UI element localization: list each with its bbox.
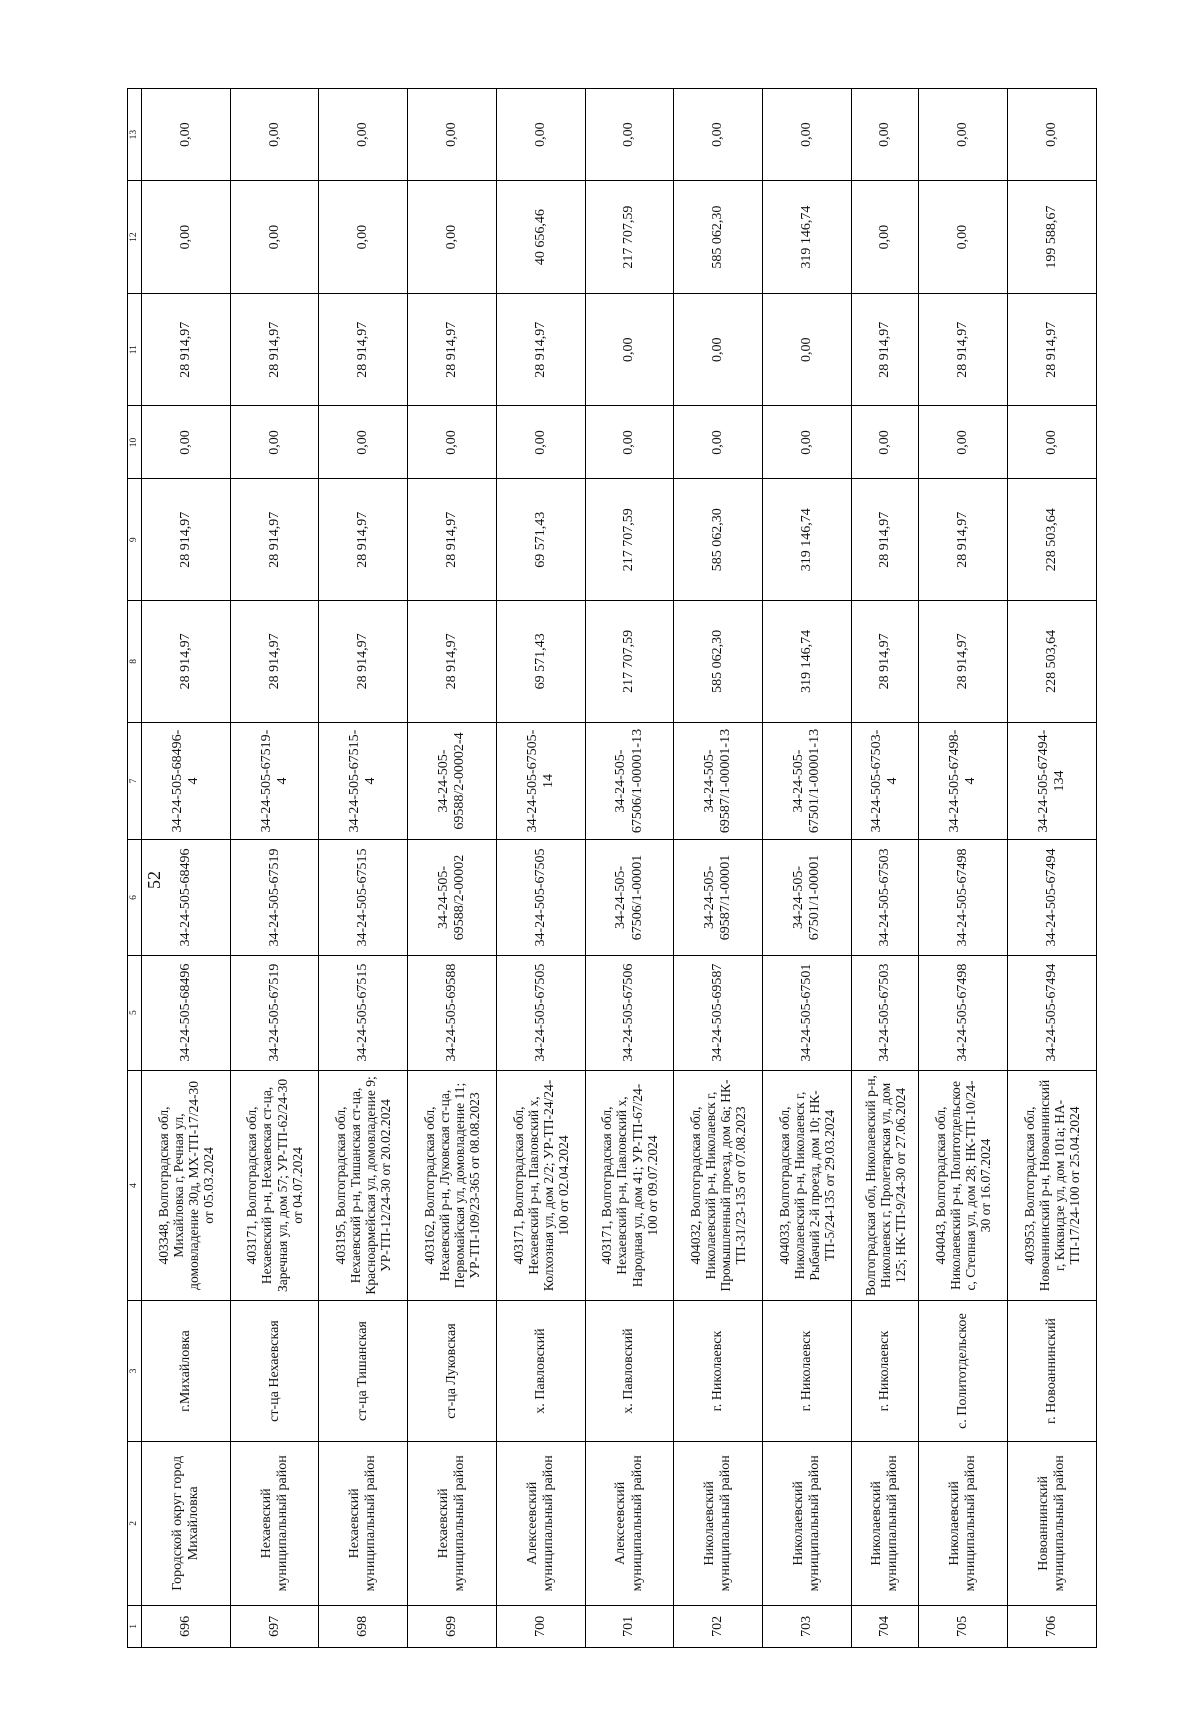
cell-object-code: 34-24-505-69588/2-00002 [408, 840, 497, 955]
cell-municipality: Городской округ город Михайловка [142, 1441, 231, 1605]
cell-amount-col-12: 0,00 [142, 181, 231, 294]
column-number-10: 10 [128, 406, 142, 479]
table-row [763, 89, 852, 1648]
cell-amount-col-9: 217 707,59 [585, 479, 674, 601]
cell-object-code: 34-24-505-69587/1-00001 [674, 840, 763, 955]
cell-amount-col-12: 319 146,74 [763, 181, 852, 294]
column-number-9: 9 [128, 479, 142, 601]
cell-object-code: 34-24-505-67498 [919, 840, 1008, 955]
table-row [496, 89, 585, 1648]
cell-item-code: 34-24-505-67498-4 [919, 722, 1008, 840]
cell-cadastral-code: 34-24-505-69587 [674, 955, 763, 1070]
cell-address-and-contract: 403171, Волгоградская обл, Нехаевский р-н, Павловский х, Колхозная ул, дом 2/2; УР-ТП-24/24-100 от 02.04.2024 [496, 1070, 585, 1300]
cell-amount-total: 28 914,97 [319, 601, 408, 723]
cell-amount-col-10: 0,00 [496, 406, 585, 479]
cell-settlement: ст-ца Нехаевская [230, 1301, 319, 1442]
cell-amount-col-12: 0,00 [851, 181, 919, 294]
cell-amount-col-9: 28 914,97 [230, 479, 319, 601]
cell-amount-col-11: 0,00 [763, 293, 852, 406]
cell-item-code: 34-24-505-67503-4 [851, 722, 919, 840]
cell-amount-col-9: 28 914,97 [319, 479, 408, 601]
cell-cadastral-code: 34-24-505-67519 [230, 955, 319, 1070]
cell-municipality: Нехаевский муниципальный район [319, 1441, 408, 1605]
cell-item-code: 34-24-505-67501/1-00001-13 [763, 722, 852, 840]
cell-amount-col-11: 28 914,97 [1008, 293, 1097, 406]
cell-amount-col-12: 0,00 [408, 181, 497, 294]
table-row [851, 89, 919, 1648]
column-number-row [128, 89, 142, 1648]
table-row [142, 89, 231, 1648]
cell-settlement: ст-ца Тишанская [319, 1301, 408, 1442]
cell-municipality: Нехаевский муниципальный район [230, 1441, 319, 1605]
cell-municipality: Алексеевский муниципальный район [585, 1441, 674, 1605]
cell-amount-col-9: 69 571,43 [496, 479, 585, 601]
cell-settlement: г. Николаевск [674, 1301, 763, 1442]
cell-object-code: 34-24-505-67505 [496, 840, 585, 955]
cell-settlement: ст-ца Луковская [408, 1301, 497, 1442]
cell-amount-col-12: 40 656,46 [496, 181, 585, 294]
cell-municipality: Нехаевский муниципальный район [408, 1441, 497, 1605]
cell-row-number: 699 [408, 1605, 497, 1647]
cell-row-number: 704 [851, 1605, 919, 1647]
cell-amount-col-12: 0,00 [230, 181, 319, 294]
cell-item-code: 34-24-505-69588/2-00002-4 [408, 722, 497, 840]
cell-settlement: г.Михайловка [142, 1301, 231, 1442]
cell-row-number: 705 [919, 1605, 1008, 1647]
cell-amount-col-10: 0,00 [230, 406, 319, 479]
cell-amount-col-13: 0,00 [319, 89, 408, 181]
column-number-1: 1 [128, 1605, 142, 1647]
cell-amount-col-11: 28 914,97 [496, 293, 585, 406]
cell-amount-col-11: 28 914,97 [319, 293, 408, 406]
cell-item-code: 34-24-505-67505-14 [496, 722, 585, 840]
cell-amount-total: 228 503,64 [1008, 601, 1097, 723]
cell-row-number: 702 [674, 1605, 763, 1647]
cell-row-number: 701 [585, 1605, 674, 1647]
cell-settlement: г. Николаевск [763, 1301, 852, 1442]
column-number-8: 8 [128, 601, 142, 723]
cell-address-and-contract: 403171, Волгоградская обл, Нехаевский р-н, Павловский х, Народная ул, дом 41; УР-ТП-67/24-100 от 09.07.2024 [585, 1070, 674, 1300]
column-number-11: 11 [128, 293, 142, 406]
cell-amount-col-13: 0,00 [674, 89, 763, 181]
cell-amount-total: 319 146,74 [763, 601, 852, 723]
cell-address-and-contract: 404043, Волгоградская обл, Николаевский р-н, Политотдельское с, Степная ул, дом 28; НК-ТП-10/24-30 от 16.07.2024 [919, 1070, 1008, 1300]
cell-municipality: Николаевский муниципальный район [851, 1441, 919, 1605]
column-number-4: 4 [128, 1070, 142, 1300]
cell-amount-col-10: 0,00 [1008, 406, 1097, 479]
column-number-5: 5 [128, 955, 142, 1070]
column-number-6: 6 [128, 840, 142, 955]
table-row [919, 89, 1008, 1648]
cell-amount-col-10: 0,00 [585, 406, 674, 479]
table-row [1008, 89, 1097, 1648]
cell-cadastral-code: 34-24-505-67501 [763, 955, 852, 1070]
cell-address-and-contract: Волгоградская обл, Николаевский р-н, Николаевск г, Пролетарская ул, дом 125; НК-ТП-9/24-30 от 27.06.2024 [851, 1070, 919, 1300]
cell-cadastral-code: 34-24-505-67503 [851, 955, 919, 1070]
cell-amount-total: 28 914,97 [142, 601, 231, 723]
cell-amount-col-13: 0,00 [763, 89, 852, 181]
cell-municipality: Николаевский муниципальный район [763, 1441, 852, 1605]
cell-amount-col-10: 0,00 [319, 406, 408, 479]
cell-amount-col-9: 28 914,97 [142, 479, 231, 601]
cell-amount-col-13: 0,00 [408, 89, 497, 181]
cell-amount-col-13: 0,00 [585, 89, 674, 181]
cell-item-code: 34-24-505-69587/1-00001-13 [674, 722, 763, 840]
page-number: 52 [144, 871, 164, 889]
cell-amount-total: 585 062,30 [674, 601, 763, 723]
cell-amount-col-12: 0,00 [319, 181, 408, 294]
cell-amount-total: 28 914,97 [919, 601, 1008, 723]
cell-settlement: г. Николаевск [851, 1301, 919, 1442]
cell-address-and-contract: 403162, Волгоградская обл, Нехаевский р-н, Луковская ст-ца, Первомайская ул, домовладение 11; УР-ТП-109/23-365 от 08.08.2023 [408, 1070, 497, 1300]
cell-row-number: 697 [230, 1605, 319, 1647]
cell-amount-col-13: 0,00 [851, 89, 919, 181]
cell-amount-col-13: 0,00 [142, 89, 231, 181]
cell-amount-total: 28 914,97 [230, 601, 319, 723]
cell-cadastral-code: 34-24-505-67498 [919, 955, 1008, 1070]
cell-amount-col-9: 319 146,74 [763, 479, 852, 601]
cell-amount-total: 69 571,43 [496, 601, 585, 723]
cell-settlement: х. Павловский [496, 1301, 585, 1442]
cell-amount-col-10: 0,00 [674, 406, 763, 479]
cell-amount-col-9: 228 503,64 [1008, 479, 1097, 601]
cell-object-code: 34-24-505-67503 [851, 840, 919, 955]
cell-amount-col-12: 199 588,67 [1008, 181, 1097, 294]
cell-amount-col-11: 28 914,97 [851, 293, 919, 406]
cell-amount-col-12: 0,00 [919, 181, 1008, 294]
cell-amount-col-13: 0,00 [230, 89, 319, 181]
cell-item-code: 34-24-505-67515-4 [319, 722, 408, 840]
cell-cadastral-code: 34-24-505-68496 [142, 955, 231, 1070]
cell-object-code: 34-24-505-67515 [319, 840, 408, 955]
cell-object-code: 34-24-505-68496 [142, 840, 231, 955]
cell-address-and-contract: 403195, Волгоградская обл, Нехаевский р-н, Тишанская ст-ца, Красноармейская ул, домовладение 9; УР-ТП-12/24-30 от 20.02.2024 [319, 1070, 408, 1300]
cell-address-and-contract: 403171, Волгоградская обл, Нехаевский р-н, Нехаевская ст-ца, Заречная ул, дом 57; УР-ТП-62/24-30 от 04.07.2024 [230, 1070, 319, 1300]
cell-cadastral-code: 34-24-505-67494 [1008, 955, 1097, 1070]
cell-amount-col-10: 0,00 [142, 406, 231, 479]
cell-municipality: Алексеевский муниципальный район [496, 1441, 585, 1605]
cell-amount-col-9: 28 914,97 [851, 479, 919, 601]
cell-amount-col-13: 0,00 [919, 89, 1008, 181]
column-number-7: 7 [128, 722, 142, 840]
table-row [230, 89, 319, 1648]
data-table [127, 88, 1097, 1648]
cell-amount-col-13: 0,00 [1008, 89, 1097, 181]
cell-settlement: х. Павловский [585, 1301, 674, 1442]
cell-row-number: 700 [496, 1605, 585, 1647]
cell-amount-col-10: 0,00 [919, 406, 1008, 479]
cell-amount-total: 28 914,97 [851, 601, 919, 723]
table-row [319, 89, 408, 1648]
cell-settlement: с. Политотдельское [919, 1301, 1008, 1442]
cell-amount-col-9: 28 914,97 [408, 479, 497, 601]
cell-amount-col-11: 28 914,97 [408, 293, 497, 406]
cell-address-and-contract: 403953, Волгоградская обл, Новоаннинский р-н, Новоаннинский г, Киквидзе ул, дом 101а; НА-ТП-17/24-100 от 25.04.2024 [1008, 1070, 1097, 1300]
cell-item-code: 34-24-505-67519-4 [230, 722, 319, 840]
cell-amount-col-11: 28 914,97 [142, 293, 231, 406]
cell-item-code: 34-24-505-67506/1-00001-13 [585, 722, 674, 840]
cell-amount-col-11: 0,00 [585, 293, 674, 406]
cell-amount-col-9: 585 062,30 [674, 479, 763, 601]
cell-amount-total: 217 707,59 [585, 601, 674, 723]
cell-amount-col-11: 0,00 [674, 293, 763, 406]
cell-object-code: 34-24-505-67494 [1008, 840, 1097, 955]
column-number-13: 13 [128, 89, 142, 181]
cell-row-number: 706 [1008, 1605, 1097, 1647]
cell-municipality: Новоаннинский муниципальный район [1008, 1441, 1097, 1605]
cell-municipality: Николаевский муниципальный район [674, 1441, 763, 1605]
cell-amount-col-11: 28 914,97 [230, 293, 319, 406]
cell-amount-col-9: 28 914,97 [919, 479, 1008, 601]
cell-amount-col-12: 217 707,59 [585, 181, 674, 294]
cell-amount-col-10: 0,00 [763, 406, 852, 479]
cell-amount-col-10: 0,00 [408, 406, 497, 479]
cell-amount-col-10: 0,00 [851, 406, 919, 479]
cell-cadastral-code: 34-24-505-67506 [585, 955, 674, 1070]
cell-address-and-contract: 404032, Волгоградская обл, Николаевский р-н, Николаевск г, Промышленный проезд, дом 6а; НК-ТП-31/23-135 от 07.08.2023 [674, 1070, 763, 1300]
cell-row-number: 696 [142, 1605, 231, 1647]
cell-cadastral-code: 34-24-505-67515 [319, 955, 408, 1070]
cell-item-code: 34-24-505-67494-134 [1008, 722, 1097, 840]
cell-object-code: 34-24-505-67519 [230, 840, 319, 955]
cell-object-code: 34-24-505-67501/1-00001 [763, 840, 852, 955]
column-number-2: 2 [128, 1441, 142, 1605]
cell-amount-col-12: 585 062,30 [674, 181, 763, 294]
cell-address-and-contract: 404033, Волгоградская обл, Николаевский р-н, Николаевск г, Рыбачий 2-й проезд, дом 10; НК-ТП-5/24-135 от 29.03.2024 [763, 1070, 852, 1300]
cell-item-code: 34-24-505-68496-4 [142, 722, 231, 840]
cell-cadastral-code: 34-24-505-67505 [496, 955, 585, 1070]
table-body [142, 89, 1097, 1648]
cell-amount-total: 28 914,97 [408, 601, 497, 723]
cell-municipality: Николаевский муниципальный район [919, 1441, 1008, 1605]
table-row [585, 89, 674, 1648]
cell-row-number: 698 [319, 1605, 408, 1647]
column-number-3: 3 [128, 1301, 142, 1442]
rotated-table-wrapper [127, 88, 1097, 1648]
column-number-12: 12 [128, 181, 142, 294]
cell-row-number: 703 [763, 1605, 852, 1647]
cell-cadastral-code: 34-24-505-69588 [408, 955, 497, 1070]
cell-address-and-contract: 403348, Волгоградская обл, Михайловка г, Речная ул, домовладение 30д, МХ-ТП-17/24-30 от 05.03.2024 [142, 1070, 231, 1300]
table-row [674, 89, 763, 1648]
table-row [408, 89, 497, 1648]
cell-amount-col-13: 0,00 [496, 89, 585, 181]
cell-object-code: 34-24-505-67506/1-00001 [585, 840, 674, 955]
cell-settlement: г. Новоаннинский [1008, 1301, 1097, 1442]
cell-amount-col-11: 28 914,97 [919, 293, 1008, 406]
